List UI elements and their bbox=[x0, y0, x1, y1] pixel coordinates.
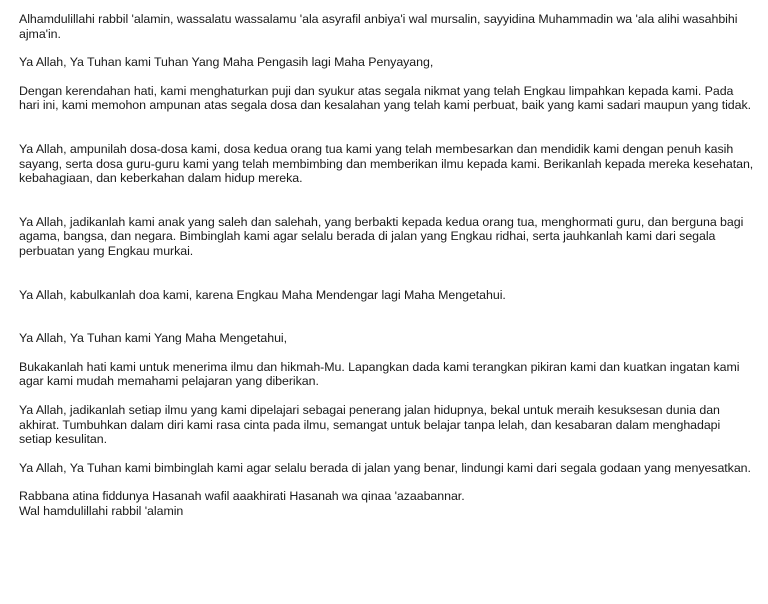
guidance-paragraph: Ya Allah, jadikanlah kami anak yang saleh dan salehah, yang berbakti kepada kedua orang tua, menghormati guru, dan berguna bagi agama, bangsa, dan negara. Bimbinglah kami agar selalu berada di jalan yang Engkau ridhai, serta jauhkanlah kami dari segala perbuatan yang Engkau murkai. bbox=[19, 214, 744, 258]
protection-paragraph: Ya Allah, Ya Tuhan kami bimbinglah kami agar selalu berada di jalan yang benar, lindungi kami dari segala godaan yang menyesatkan. bbox=[19, 460, 751, 475]
invocation-2: Ya Allah, Ya Tuhan kami Yang Maha Mengetahui, bbox=[19, 331, 287, 346]
forgiveness-paragraph: Ya Allah, ampunilah dosa-dosa kami, dosa kedua orang tua kami yang telah membesarkan dan mendidik kami dengan penuh kasih sayang, serta dosa guru-guru kami yang telah membimbing dan memberikan ilmu kepada kami. Berikanlah kepada mereka kesehatan, kebahagiaan, dan keberkahan dalam hidup mereka. bbox=[19, 141, 754, 186]
invocation-1: Ya Allah, Ya Tuhan kami Tuhan Yang Maha Pengasih lagi Maha Penyayang, bbox=[19, 55, 434, 70]
opening-praise: Alhamdulillahi rabbil 'alamin, wassalatu wassalamu 'ala asyrafil anbiya'i wal mursalin, sayyidina Muhammadin wa 'ala alihi wasahbihi ajma'in. bbox=[19, 12, 738, 41]
gratitude-paragraph: Dengan kerendahan hati, kami menghaturkan puji dan syukur atas segala nikmat yang telah Engkau limpahkan kepada kami. Pada hari ini, kami memohon ampunan atas segala dosa dan kesalahan yang telah kami perbuat, baik yang kami sadari maupun yang tidak. bbox=[19, 83, 752, 113]
closing-praise: Wal hamdulillahi rabbil 'alamin bbox=[19, 503, 184, 518]
learning-paragraph: Ya Allah, jadikanlah setiap ilmu yang kami dipelajari sebagai penerang jalan hidupnya, bekal untuk meraih kesuksesan dunia dan akhirat. Tumbuhkan dalam diri kami rasa cinta pada ilmu, semangat untuk belajar tanpa lelah, dan kesabaran dalam menghadapi setiap kesulitan. bbox=[19, 402, 721, 447]
closing-prayer: Rabbana atina fiddunya Hasanah wafil aaakhirati Hasanah wa qinaa 'azaabannar. bbox=[19, 489, 465, 504]
acceptance-paragraph: Ya Allah, kabulkanlah doa kami, karena Engkau Maha Mendengar lagi Maha Mengetahui. bbox=[19, 287, 506, 302]
knowledge-paragraph: Bukakanlah hati kami untuk menerima ilmu dan hikmah-Mu. Lapangkan dada kami terangkan pikiran kami dan kuatkan ingatan kami agar kami mudah memahami pelajaran yang diberikan. bbox=[19, 359, 740, 389]
document-body bbox=[19, 12, 754, 518]
